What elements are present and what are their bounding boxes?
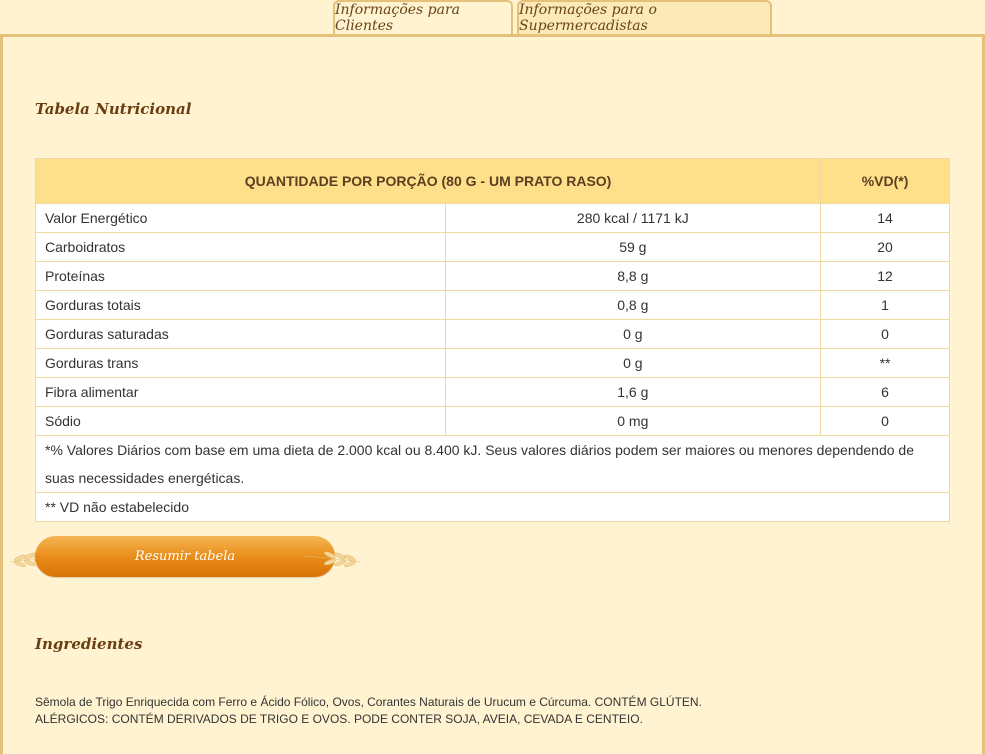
table-header-row	[36, 159, 950, 204]
nutrient-amount: 1,6 g	[445, 378, 821, 407]
summarize-table-label: Resumir tabela	[134, 549, 236, 564]
nutrient-name: Gorduras trans	[36, 349, 446, 378]
nutrition-title: Tabela Nutricional	[35, 100, 192, 118]
nutrient-name: Gorduras totais	[36, 291, 446, 320]
nutrient-name: Sódio	[36, 407, 446, 436]
nutrient-amount: 280 kcal / 1171 kJ	[445, 204, 821, 233]
nutrient-vd: 0	[821, 320, 950, 349]
nutrient-vd: 14	[821, 204, 950, 233]
tab-clientes-label: Informações para Clientes	[335, 2, 461, 34]
nutrient-amount: 0,8 g	[445, 291, 821, 320]
ingredients-text	[35, 694, 702, 728]
nutrient-amount: 0 g	[445, 320, 821, 349]
footnote-row	[36, 493, 950, 522]
nutrition-table	[35, 158, 950, 522]
nutrient-vd: 6	[821, 378, 950, 407]
ingredients-title: Ingredientes	[35, 635, 143, 653]
nutrient-name: Carboidratos	[36, 233, 446, 262]
table-row	[36, 291, 950, 320]
nutrient-vd: 1	[821, 291, 950, 320]
table-row	[36, 204, 950, 233]
nutrient-name: Valor Energético	[36, 204, 446, 233]
nutrient-vd: 12	[821, 262, 950, 291]
table-row	[36, 262, 950, 291]
portion-header: QUANTIDADE POR PORÇÃO (80 G - UM PRATO RASO)	[36, 159, 821, 204]
nutrient-name: Proteínas	[36, 262, 446, 291]
table-row	[36, 378, 950, 407]
summarize-table-button[interactable]	[35, 536, 335, 577]
footnote-vd: *% Valores Diários com base em uma dieta de 2.000 kcal ou 8.400 kJ. Seus valores diários podem ser maiores ou menores dependendo de suas necessidades energéticas.	[36, 436, 950, 493]
table-row	[36, 349, 950, 378]
nutrient-vd: 20	[821, 233, 950, 262]
footnote-not-established: ** VD não estabelecido	[36, 493, 950, 522]
nutrient-name: Fibra alimentar	[36, 378, 446, 407]
nutrient-amount: 59 g	[445, 233, 821, 262]
nutrient-name: Gorduras saturadas	[36, 320, 446, 349]
allergens-info: ALÉRGICOS: CONTÉM DERIVADOS DE TRIGO E OVOS. PODE CONTER SOJA, AVEIA, CEVADA E CENTEIO.	[35, 712, 643, 726]
nutrient-amount: 0 mg	[445, 407, 821, 436]
nutrient-amount: 8,8 g	[445, 262, 821, 291]
table-row	[36, 320, 950, 349]
nutrient-amount: 0 g	[445, 349, 821, 378]
tab-supermercadistas[interactable]	[517, 0, 772, 34]
wheat-right-icon	[302, 540, 362, 576]
footnote-row	[36, 436, 950, 493]
ingredients-list: Sêmola de Trigo Enriquecida com Ferro e Ácido Fólico, Ovos, Corantes Naturais de Urucum e Cúrcuma. CONTÉM GLÚTEN.	[35, 695, 702, 709]
tab-supermercadistas-label: Informações para o Supermercadistas	[519, 2, 657, 34]
vd-header: %VD(*)	[821, 159, 950, 204]
tab-clientes[interactable]	[333, 0, 513, 34]
nutrient-vd: **	[821, 349, 950, 378]
table-row	[36, 233, 950, 262]
table-row	[36, 407, 950, 436]
nutrient-vd: 0	[821, 407, 950, 436]
